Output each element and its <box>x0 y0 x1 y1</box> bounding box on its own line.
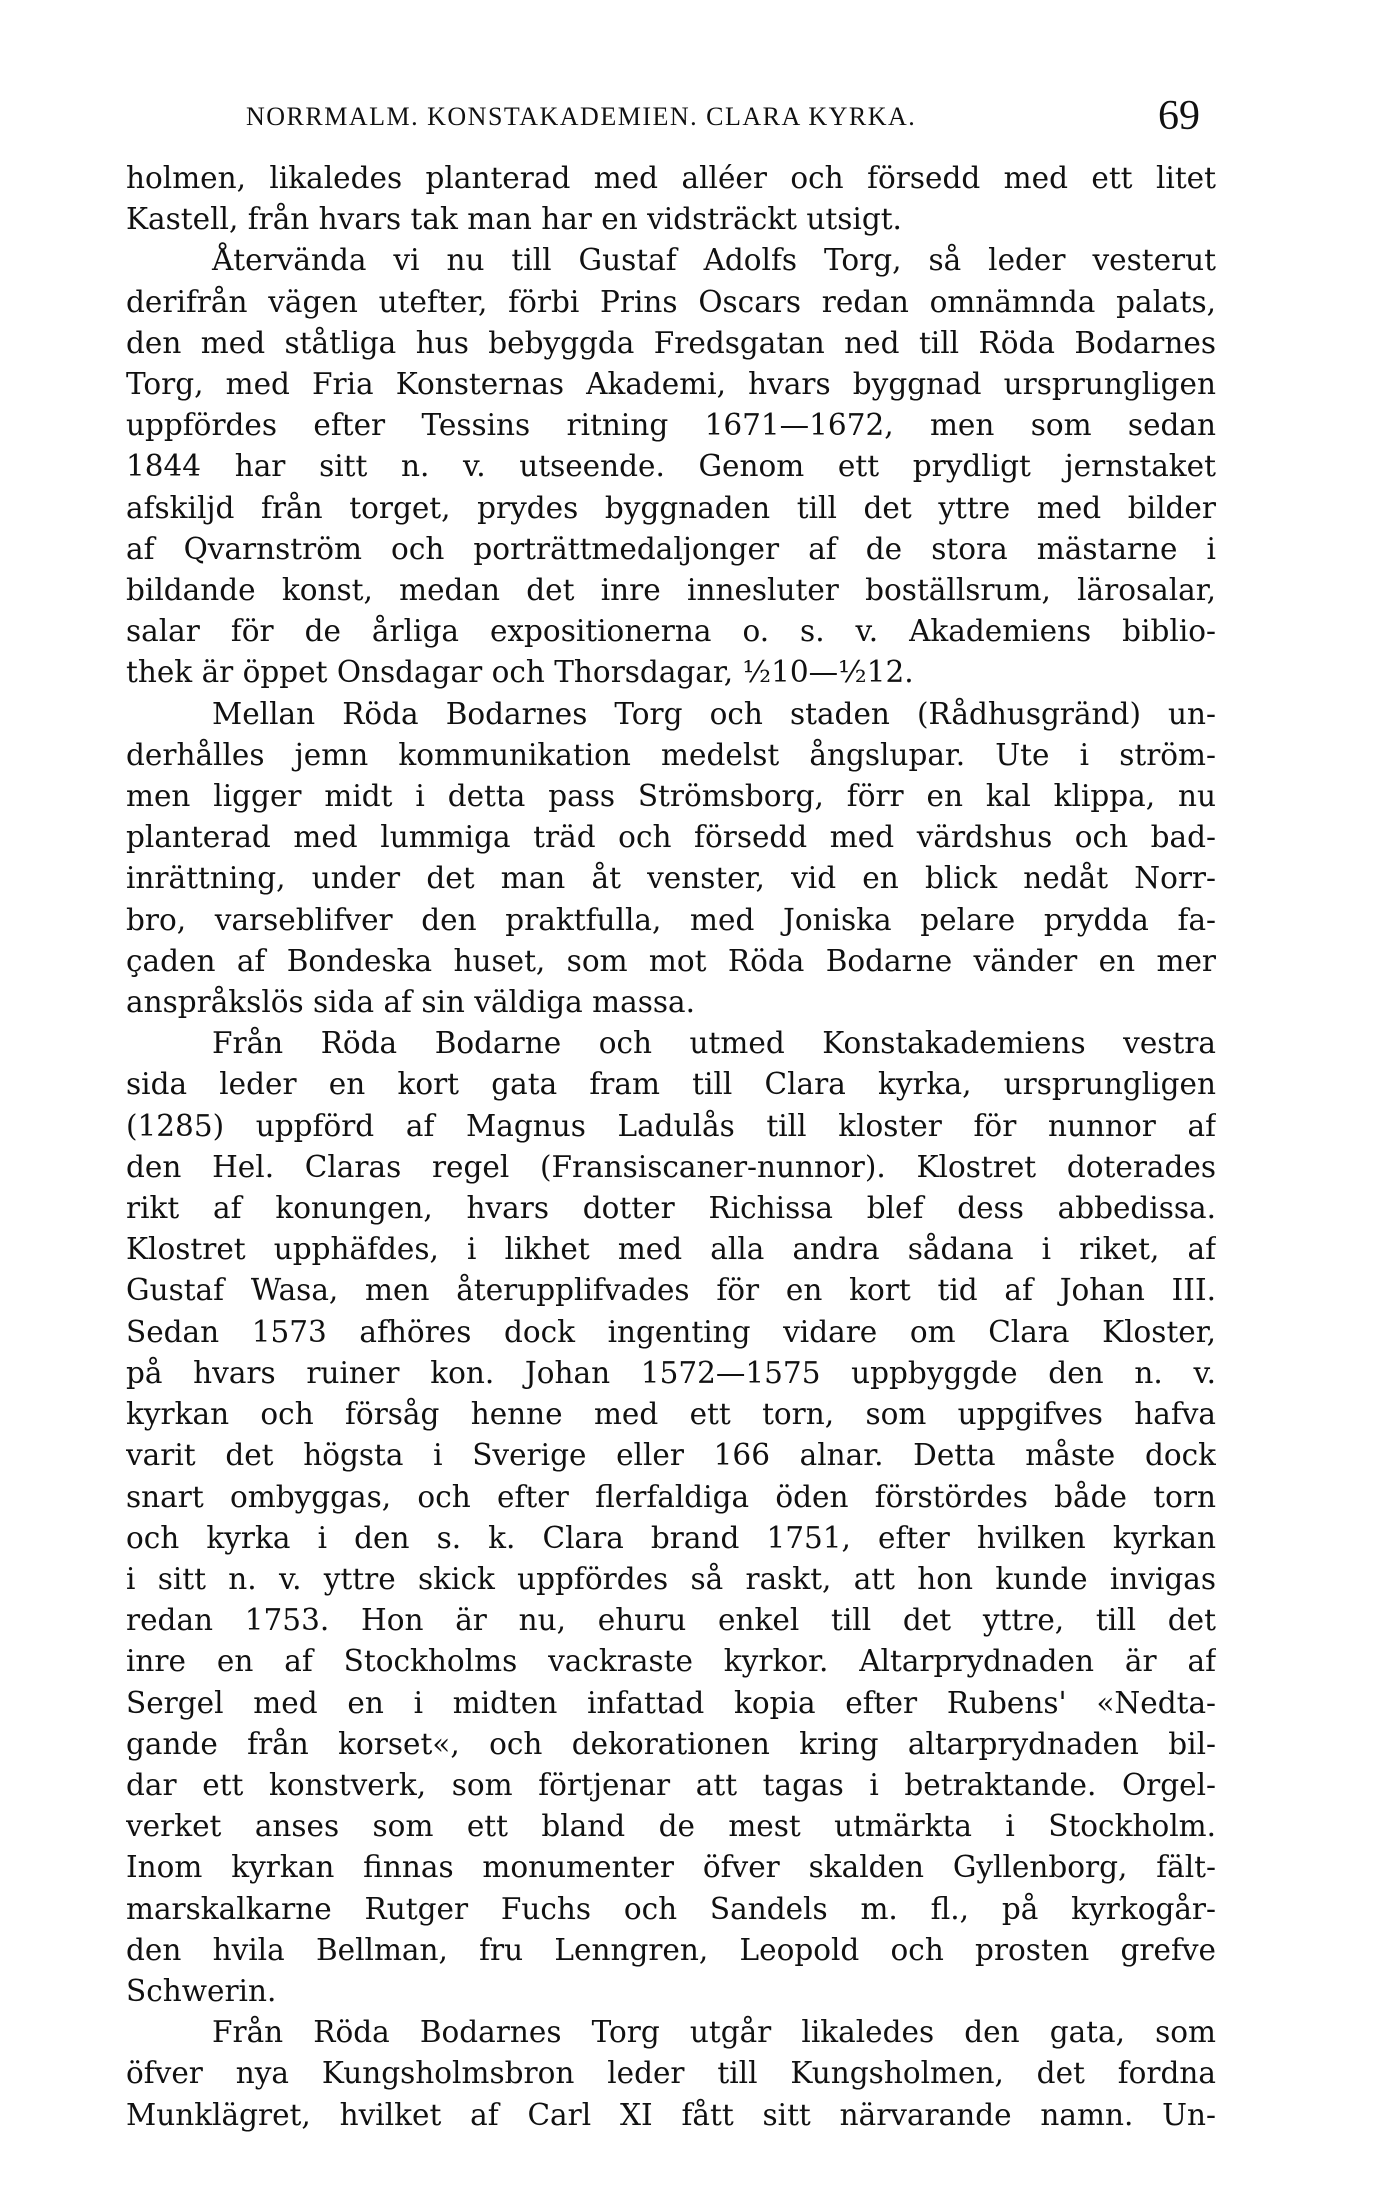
text-line: Från Röda Bodarne och utmed Konstakademiens vestra <box>212 1026 1216 1061</box>
text-line: inre en af Stockholms vackraste kyrkor. Altarprydnaden är af <box>126 1644 1216 1679</box>
text-line: redan 1753. Hon är nu, ehuru enkel till det yttre, till det <box>126 1603 1216 1638</box>
text-line: uppfördes efter Tessins ritning 1671—1672, men som sedan <box>126 408 1216 443</box>
text-line: bro, varseblifver den praktfulla, med Joniska pelare prydda fa- <box>126 902 1216 937</box>
text-line: derhålles jemn kommunikation medelst ångslupar. Ute i ström- <box>126 737 1216 772</box>
text-line: snart ombyggas, och efter flerfaldiga öden förstördes både torn <box>126 1479 1216 1514</box>
text-line: Mellan Röda Bodarnes Torg och staden (Rådhusgränd) un- <box>212 696 1216 731</box>
text-line: holmen, likaledes planterad med alléer och försedd med ett litet <box>126 161 1216 195</box>
text-line: Kastell, från hvars tak man har en vidsträckt utsigt. <box>126 202 902 237</box>
text-line: planterad med lummiga träd och försedd med värdshus och bad- <box>126 820 1216 855</box>
text-line: Inom kyrkan finnas monumenter öfver skalden Gyllenborg, fält- <box>126 1850 1216 1885</box>
text-line: varit det högsta i Sverige eller 166 alnar. Detta måste dock <box>126 1438 1216 1473</box>
book-page <box>126 92 1216 2136</box>
text-line: afskiljd från torget, prydes byggnaden till det yttre med bilder <box>126 490 1216 525</box>
text-line: verket anses som ett bland de mest utmärkta i Stockholm. <box>126 1809 1216 1844</box>
text-line: kyrkan och försåg henne med ett torn, som uppgifves hafva <box>126 1397 1216 1432</box>
text-line: dar ett konstverk, som förtjenar att tagas i betraktande. Orgel- <box>126 1767 1216 1802</box>
text-line: den med ståtliga hus bebyggda Fredsgatan ned till Röda Bodarnes <box>126 325 1216 360</box>
text-line: den hvila Bellman, fru Lenngren, Leopold och prosten grefve <box>126 1932 1216 1967</box>
text-line: derifrån vägen utefter, förbi Prins Oscars redan omnämnda palats, <box>126 284 1216 319</box>
text-line: Återvända vi nu till Gustaf Adolfs Torg, så leder vesterut <box>212 243 1216 278</box>
text-line: Från Röda Bodarnes Torg utgår likaledes den gata, som <box>212 2015 1216 2050</box>
text-line: Sedan 1573 afhöres dock ingenting vidare om Clara Kloster, <box>126 1314 1216 1349</box>
text-line: (1285) uppförd af Magnus Ladulås till kloster för nunnor af <box>126 1108 1216 1143</box>
text-line: och kyrka i den s. k. Clara brand 1751, efter hvilken kyrkan <box>126 1520 1216 1555</box>
text-line: på hvars ruiner kon. Johan 1572—1575 uppbyggde den n. v. <box>126 1355 1216 1390</box>
text-line: thek är öppet Onsdagar och Thorsdagar, ½10—½12. <box>126 655 914 690</box>
text-line: af Qvarnström och porträttmedaljonger af de stora mästarne i <box>126 531 1216 566</box>
text-line: inrättning, under det man åt venster, vid en blick nedåt Norr- <box>126 861 1216 896</box>
text-line: salar för de årliga expositionerna o. s. v. Akademiens biblio- <box>126 614 1216 649</box>
text-line: Gustaf Wasa, men återupplifvades för en kort tid af Johan III. <box>126 1273 1216 1308</box>
running-head: NORRMALM. KONSTAKADEMIEN. CLARA KYRKA. <box>246 102 917 131</box>
text-line: sida leder en kort gata fram till Clara kyrka, ursprungligen <box>126 1067 1216 1102</box>
text-line: Torg, med Fria Konsternas Akademi, hvars byggnad ursprungligen <box>126 367 1216 402</box>
text-line: öfver nya Kungsholmsbron leder till Kungsholmen, det fordna <box>126 2056 1216 2091</box>
text-line: anspråkslös sida af sin väldiga massa. <box>126 985 695 1020</box>
text-line: 1844 har sitt n. v. utseende. Genom ett prydligt jernstaket <box>126 449 1216 484</box>
text-line: den Hel. Claras regel (Fransiscaner-nunnor). Klostret doterades <box>126 1149 1216 1184</box>
text-line: çaden af Bondeska huset, som mot Röda Bodarne vänder en mer <box>126 943 1216 978</box>
body-text <box>126 158 1216 2136</box>
page-header <box>126 92 1216 144</box>
text-line: Klostret upphäfdes, i likhet med alla andra sådana i riket, af <box>126 1232 1216 1267</box>
text-line: Sergel med en i midten infattad kopia efter Rubens' «Nedta- <box>126 1685 1216 1720</box>
text-line: marskalkarne Rutger Fuchs och Sandels m. fl., på kyrkogår- <box>126 1891 1216 1926</box>
text-line: bildande konst, medan det inre innesluter boställsrum, lärosalar, <box>126 573 1216 608</box>
text-line: Schwerin. <box>126 1973 277 2008</box>
text-line: Munklägret, hvilket af Carl XI fått sitt närvarande namn. Un- <box>126 2097 1216 2132</box>
page-number: 69 <box>1158 93 1200 139</box>
text-line: gande från korset«, och dekorationen kring altarprydnaden bil- <box>126 1726 1216 1761</box>
text-line: men ligger midt i detta pass Strömsborg, förr en kal klippa, nu <box>126 779 1216 814</box>
text-line: rikt af konungen, hvars dotter Richissa blef dess abbedissa. <box>126 1191 1216 1226</box>
text-line: i sitt n. v. yttre skick uppfördes så raskt, att hon kunde invigas <box>126 1561 1216 1596</box>
